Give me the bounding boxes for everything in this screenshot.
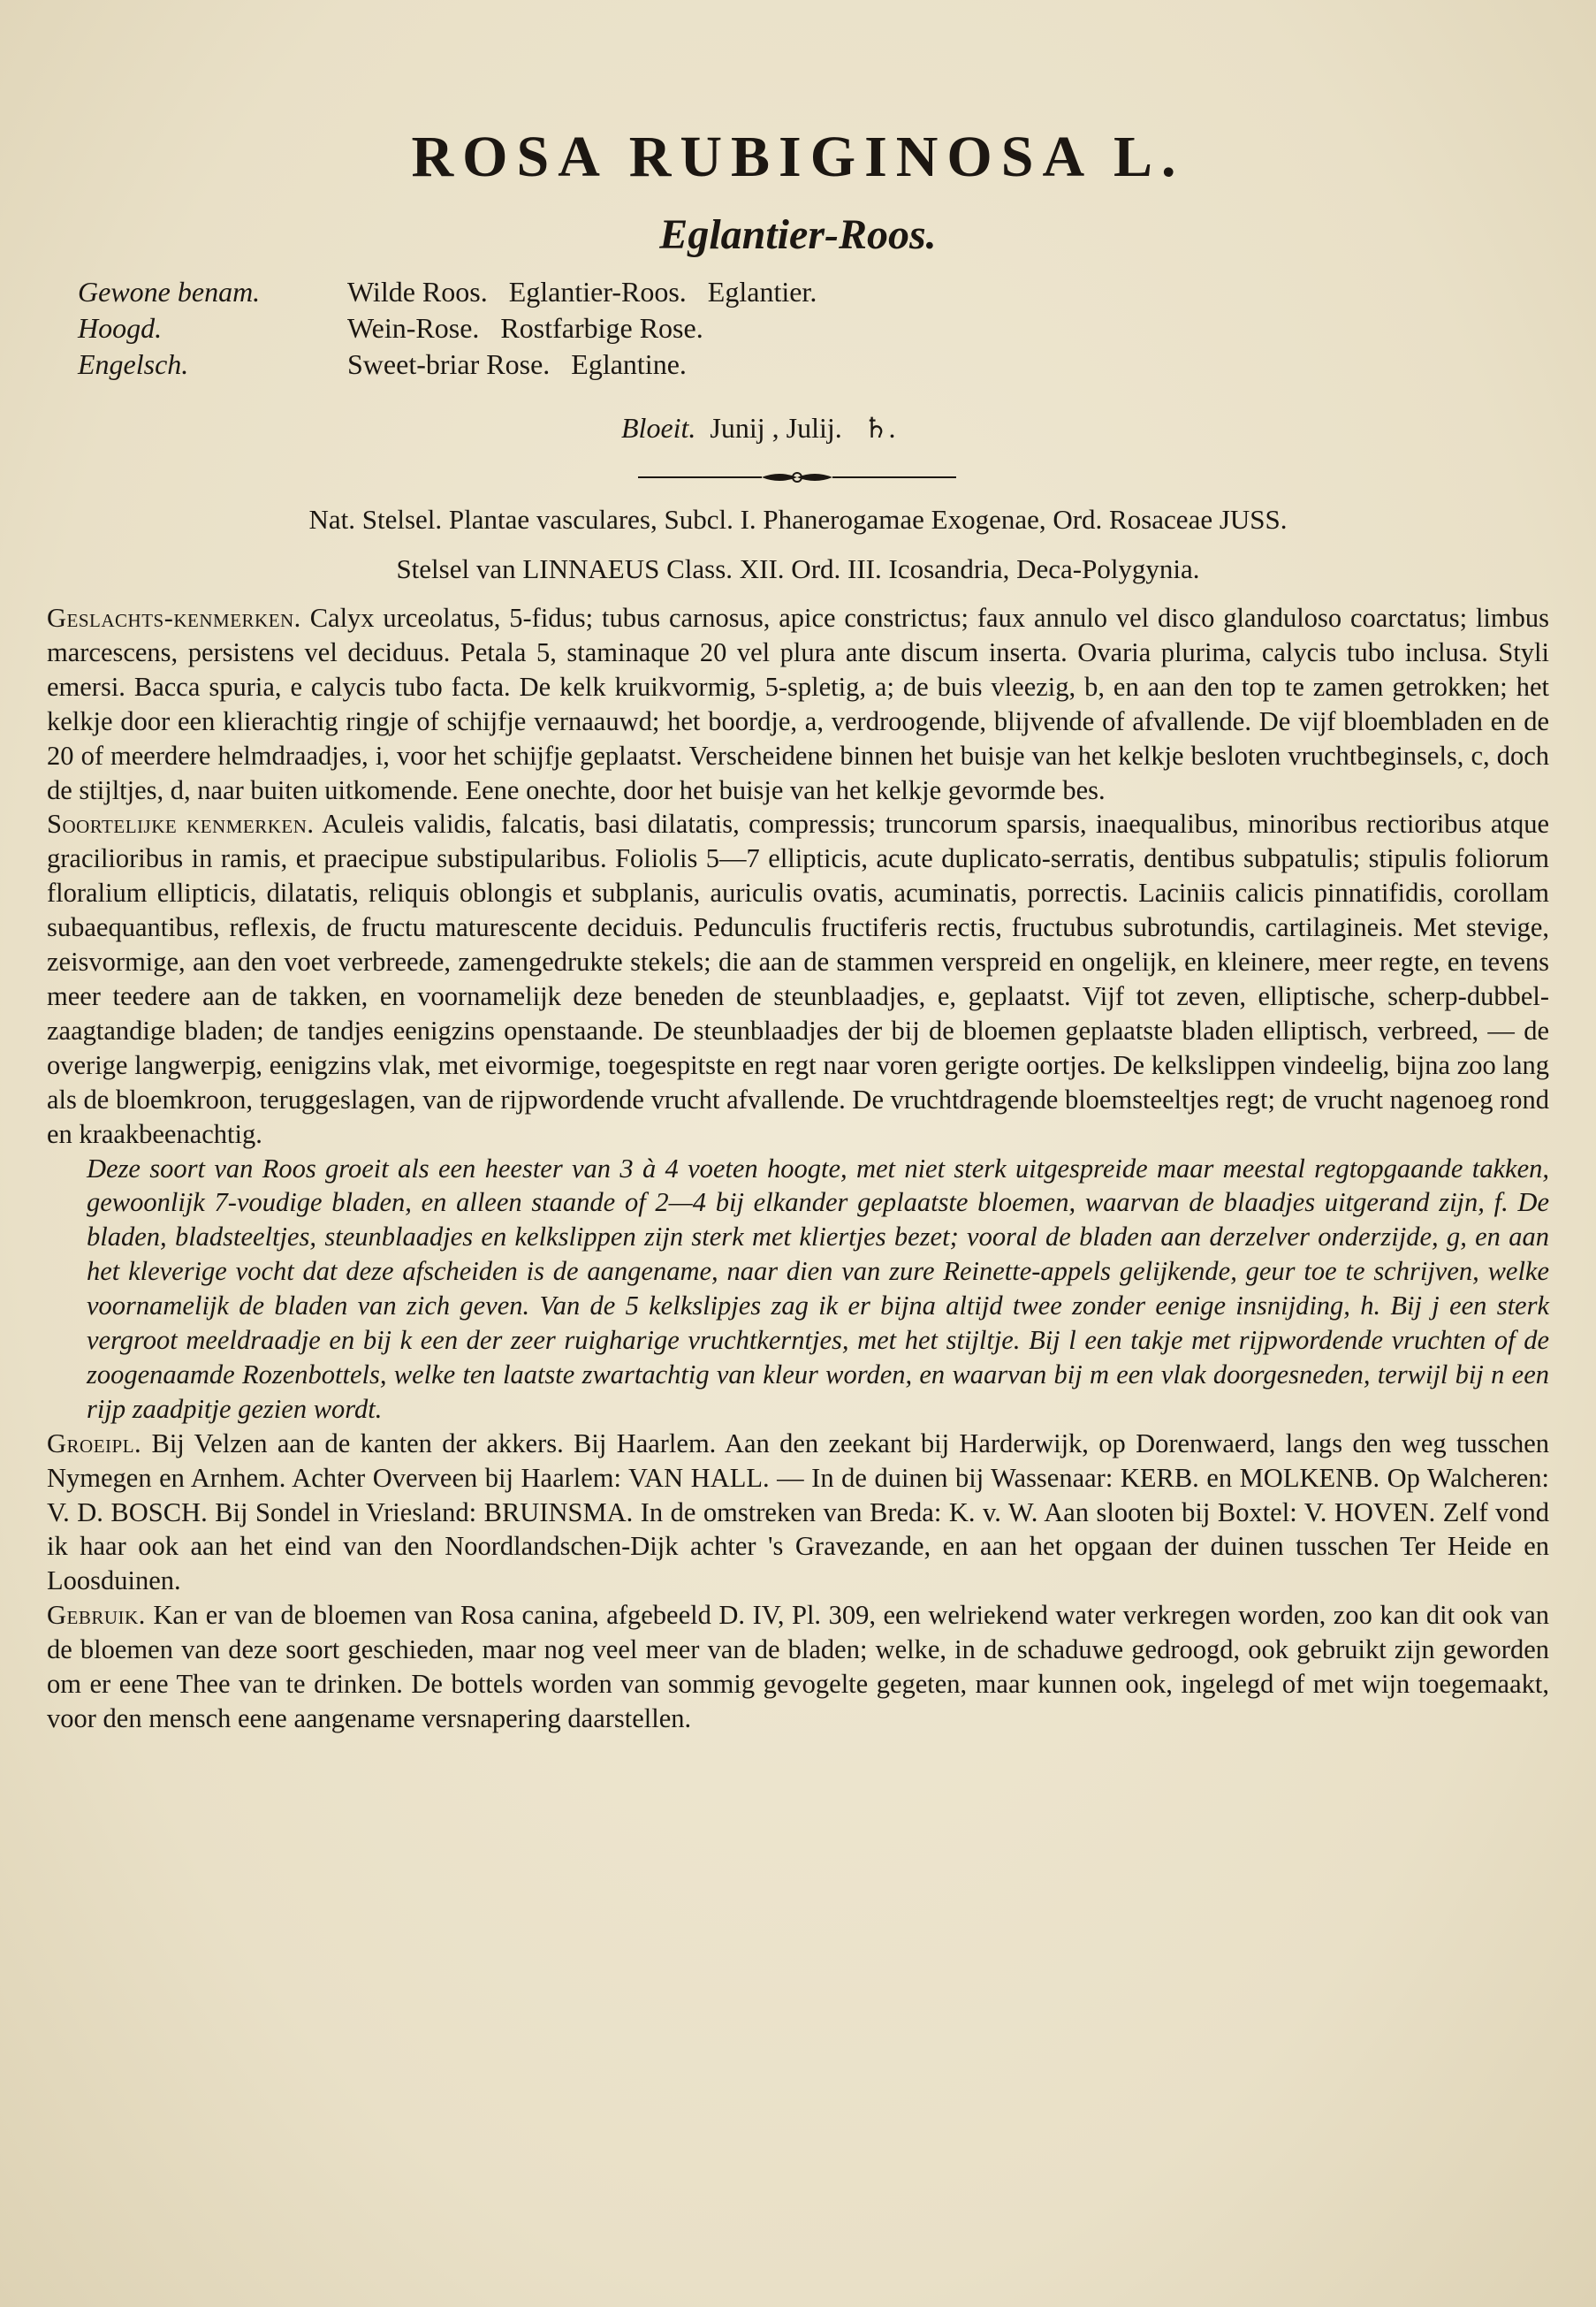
section-heading: Soortelijke kenmerken.	[47, 809, 315, 840]
name-row	[78, 312, 817, 348]
name-value: Sweet-briar Rose. Eglantine.	[347, 348, 687, 380]
name-value: Wein-Rose. Rostfarbige Rose.	[347, 312, 703, 344]
name-row	[78, 348, 817, 384]
section-heading: Gebruik.	[47, 1600, 146, 1631]
usage	[47, 1598, 1549, 1736]
name-value: Wilde Roos. Eglantier-Roos. Eglantier.	[347, 276, 817, 308]
ornament-divider-icon	[638, 467, 956, 488]
name-row	[78, 276, 817, 312]
section-heading: Geslachts-kenmerken.	[47, 603, 301, 633]
section-text: Aculeis validis, falcatis, basi dilatatis, compressis; truncorum sparsis, inaequalibus, minoribus rectioribus atque gracilioribus in ramis, et praecipue substipularibus. Foliolis 5—7 ellipticis, acute duplicato-serratis, dentibus subpatulis; stipulis foliorum floralium ellipticis, dilatatis, reliquis oblongis et subplanis, auriculis ovatis, acuminatis, porrectis. Laciniis calicis pinnatifidis, corollam subaequantibus, reflexis, de fructu maturescente deciduis. Pedunculis fructiferis rectis, fructubus subrotundis, cartilagineis. Met stevige, zeisvormige, aan den voet verbreede, zamengedrukte stekels; die aan de stammen verspreid en ongelijk, en kleinere, meer regte, en tevens meer teedere aan de takken, en voornamelijk deze beneden de steunblaadjes, e, geplaatst. Vijf tot zeven, elliptische, scherp-dubbel-zaagtandige bladen; de tandjes eenigzins openstaande. De steunblaadjes der bij de bloemen geplaatste bladen elliptisch, verbreed, — de overige langwerpig, eenigzins vlak, met eivormige, toegespitste en regt naar voren gerigte oortjes. De kelkslippen vindeelig, bijna zoo lang als de bloemkroon, teruggeslagen, van de rijpwordende vrucht afvallende. De vruchtdragende bloemsteeltjes regt; de vrucht nagenoeg rond en kraakbeenachtig.	[47, 809, 1549, 1149]
flowering-label: Bloeit.	[621, 412, 696, 444]
section-text: Bij Velzen aan de kanten der akkers. Bij Haarlem. Aan den zeekant bij Harderwijk, op Dorenwaerd, langs den weg tusschen Nymegen en Arnhem. Achter Overveen bij Haarlem: VAN HALL. — In de duinen bij Wassenaar: KERB. en MOLKENB. Op Walcheren: V. D. BOSCH. Bij Sondel in Vriesland: BRUINSMA. In de omstreken van Breda: K. v. W. Aan slooten bij Boxtel: V. HOVEN. Zelf vond ik haar ook aan het eind van den Noordlandschen-Dijk achter 's Gravezande, en aan het opgaan der duinen tusschen Ter Heide en Loosduinen.	[47, 1428, 1549, 1596]
flowering-period	[621, 411, 895, 445]
flowering-value: Junij , Julij. ♄.	[710, 412, 896, 444]
name-label: Hoogd.	[78, 312, 163, 344]
natural-system-line: Nat. Stelsel. Plantae vasculares, Subcl. I. Phanerogamae Exogenae, Ord. Rosaceae JUSS.	[308, 504, 1288, 535]
body-text	[47, 601, 1549, 1736]
habitat	[47, 1427, 1549, 1599]
page-title: ROSA RUBIGINOSA L.	[411, 125, 1185, 189]
section-text: Kan er van de bloemen van Rosa canina, afgebeeld D. IV, Pl. 309, een welriekend water verkregen worden, zoo kan dit ook van de bloemen van deze soort geschieden, maar nog veel meer van de bladen; welke, in de schaduwe gedroogd, ook gebruikt zijn geworden om er eene Thee van te drinken. De bottels worden van sommig gevogelte gegeten, maar kunnen ook, ingelegd of met wijn toegemaakt, voor den mensch eene aangename versnapering daarstellen.	[47, 1600, 1549, 1733]
genus-characters	[47, 601, 1549, 807]
page-subtitle: Eglantier-Roos.	[659, 211, 937, 258]
description	[47, 1152, 1549, 1427]
section-heading: Groeipl.	[47, 1428, 142, 1458]
name-label: Gewone benam.	[78, 276, 261, 308]
linnaeus-system-line: Stelsel van LINNAEUS Class. XII. Ord. III. Icosandria, Deca-Polygynia.	[396, 553, 1200, 584]
section-text: Calyx urceolatus, 5-fidus; tubus carnosus, apice constrictus; faux annulo vel disco glanduloso coarctatus; limbus marcescens, persistens vel deciduus. Petala 5, staminaque 20 vel plura ante discum inserta. Ovaria plurima, calycis tubo inclusa. Styli emersi. Bacca spuria, e calycis tubo facta. De kelk kruikvormig, 5-spletig, a; de buis vleezig, b, en aan den top te zamen getrokken; het kelkje door een klierachtig ringje of schijfje vernaauwd; het boordje, a, verdroogende, blijvende of afvallende. De vijf bloembladen en de 20 of meerdere helmdraadjes, i, voor het schijfje geplaatst. Verscheidene binnen het buisje van het kelkje besloten vruchtbeginsels, c, doch de stijltjes, d, naar buiten uitkomende. Eene onechte, door het buisje van het kelkje gevormde bes.	[47, 603, 1549, 805]
species-characters	[47, 807, 1549, 1151]
common-names	[78, 276, 817, 384]
name-label: Engelsch.	[78, 348, 189, 380]
section-text: Deze soort van Roos groeit als een heester van 3 à 4 voeten hoogte, met niet sterk uitgespreide maar meestal regtopgaande takken, gewoonlijk 7-voudige bladen, en alleen staande of 2—4 bij elkander geplaatste bloemen, waarvan de blaadjes uitgerand zijn, f. De bladen, bladsteeltjes, steunblaadjes en kelkslippen zijn sterk met kliertjes bezet; vooral de bladen aan derzelver onderzijde, g, en aan het kleverige vocht dat deze afscheiden is de aangename, naar dien van zure Reinette-appels gelijkende, geur toe te schrijven, welke voornamelijk de bladen van zich geven. Van de 5 kelkslipjes zag ik er bijna altijd twee zonder eenige insnijding, h. Bij j een sterk vergroot meeldraadje en bij k een der zeer ruigharige vruchtkerntjes, met het stijltje. Bij l een takje met rijpwordende vruchten of de zoogenaamde Rozenbottels, welke ten laatste zwartachtig van kleur worden, en waarvan bij m een vlak doorgesneden, terwijl bij n een rijp zaadpitje gezien wordt.	[87, 1153, 1549, 1424]
